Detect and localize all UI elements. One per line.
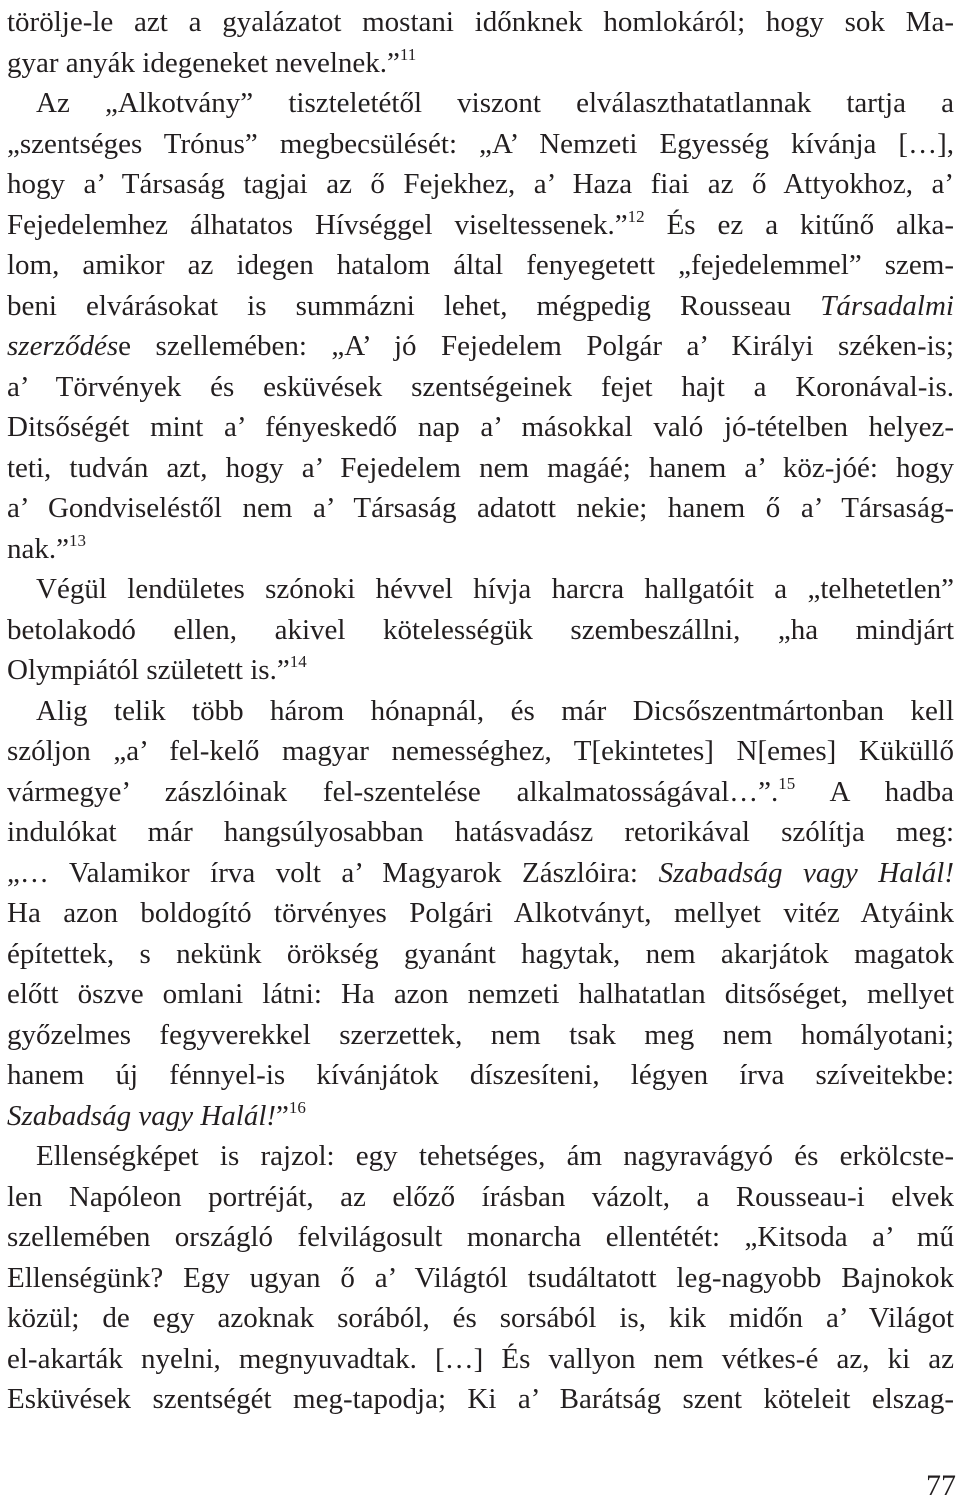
footnote-marker[interactable]: 11 — [399, 44, 417, 64]
text-line — [7, 569, 954, 610]
text-run: a’ Gondviseléstől nem a’ Társaság adatott nekie; hanem ő a’ Társaság- — [7, 492, 954, 524]
text-run: Fejedelemhez álhatatos Hívséggel viseltessenek.” — [7, 208, 628, 241]
text-run: betolakodó ellen, akivel kötelességük szembeszállni, „ha mindjárt — [7, 613, 954, 646]
text-line — [7, 205, 954, 246]
footnote-marker[interactable]: 16 — [288, 1097, 306, 1117]
text-run: A hadba — [795, 775, 954, 808]
text-run: ” — [276, 1099, 289, 1132]
text-line — [7, 164, 954, 205]
text-line — [7, 610, 954, 651]
text-line — [7, 731, 954, 772]
text-line — [7, 1177, 954, 1218]
text-run: törölje-le azt a gyalázatot mostani időnknek homlokáról; hogy sok Ma- — [7, 6, 954, 38]
footnote-marker[interactable]: 13 — [69, 530, 86, 550]
text-line — [7, 1015, 954, 1056]
text-run: közül; de egy azoknak sorából, és sorsából is, kik midőn a’ Világot — [7, 1302, 954, 1334]
footnote-marker[interactable]: 15 — [778, 773, 796, 793]
text-run: el-akarták nyelni, megnyuvadtak. […] És vallyon nem vétkes-é az, ki az — [7, 1342, 954, 1375]
text-line — [7, 245, 954, 286]
text-line — [7, 367, 954, 408]
text-line — [7, 650, 954, 691]
text-line — [7, 43, 954, 84]
text-line — [7, 2, 954, 43]
text-line — [7, 1258, 954, 1299]
text-line — [7, 1379, 954, 1420]
footnote-marker[interactable]: 12 — [627, 206, 645, 226]
text-line — [7, 529, 954, 570]
text-line — [7, 407, 954, 448]
text-run: Olympiától született is.” — [7, 654, 290, 686]
text-run: előtt öszve omlani látni: Ha azon nemzeti halhatatlan ditsőséget, mellyet — [7, 978, 954, 1010]
text-run: szóljon „a’ fel-kelő magyar nemességhez, T[ekintetes] N[emes] Küküllő — [7, 735, 954, 767]
text-run: a’ Törvények és esküvések szentségeinek fejet hajt a Koronával-is. — [7, 370, 954, 403]
text-line — [7, 448, 954, 489]
text-run: len Napóleon portréját, az előző írásban vázolt, a Rousseau-i elvek — [7, 1180, 954, 1213]
text-line — [7, 488, 954, 529]
text-run: építettek, s nekünk örökség gyanánt hagytak, nem akarjátok magatok — [7, 937, 954, 970]
text-run: Az „Alkotvány” tiszteletétől viszont elválaszthatatlannak tartja a — [36, 87, 954, 119]
text-line — [7, 1096, 954, 1137]
italic-text: Társadalmi — [820, 289, 954, 322]
text-run: indulókat már hangsúlyosabban hatásvadász retorikával szólítja meg: — [7, 816, 954, 848]
text-line — [7, 124, 954, 165]
text-line — [7, 286, 954, 327]
text-run: Ha azon boldogító törvényes Polgári Alkotványt, mellyet vitéz Atyáink — [7, 897, 954, 929]
text-run: hanem új fénnyel-is kívánjátok díszesíteni, légyen írva szíveitekbe: — [7, 1059, 954, 1091]
text-line — [7, 1136, 954, 1177]
text-line — [7, 974, 954, 1015]
footnote-marker[interactable]: 14 — [289, 652, 307, 671]
text-run: gyar anyák idegeneket nevelnek.” — [7, 46, 400, 79]
body-text — [7, 2, 954, 1420]
text-line — [7, 83, 954, 124]
text-run: „szentséges Trónus” megbecsülését: „A’ Nemzeti Egyesség kívánja […], — [7, 127, 954, 160]
text-line — [7, 1298, 954, 1339]
text-run: Ellenségünk? Egy ugyan ő a’ Világtól tsudáltatott leg-nagyobb Bajnokok — [7, 1261, 954, 1294]
text-run: Végül lendületes szónoki hévvel hívja harcra hallgatóit a „telhetetlen” — [36, 573, 954, 605]
text-run: És ez a kitűnő alka- — [644, 208, 954, 241]
text-run: teti, tudván azt, hogy a’ Fejedelem nem magáé; hanem a’ köz-jóé: hogy — [7, 451, 954, 484]
text-line — [7, 812, 954, 853]
text-line — [7, 326, 954, 367]
text-line — [7, 772, 954, 813]
text-run: e szellemében: „A’ jó Fejedelem Polgár a’ Királyi széken-is; — [118, 330, 954, 362]
text-run: szellemében országló felvilágosult monarcha ellentétét: „Kitsoda a’ mű — [7, 1221, 954, 1253]
italic-text: szerződés — [7, 330, 119, 362]
text-line — [7, 893, 954, 934]
text-line — [7, 934, 954, 975]
text-run: hogy a’ Társaság tagjai az ő Fejekhez, a’ Haza fiai az ő Attyokhoz, a’ — [7, 168, 954, 200]
text-run: nak.” — [7, 532, 69, 565]
text-run: „… Valamikor írva volt a’ Magyarok Zászlóira: — [7, 856, 659, 889]
text-line — [7, 691, 954, 732]
text-line — [7, 1339, 954, 1380]
text-line — [7, 1055, 954, 1096]
text-run: lom, amikor az idegen hatalom által fenyegetett „fejedelemmel” szem- — [7, 249, 954, 281]
text-run: Esküvések szentségét meg-tapodja; Ki a’ Barátság szent köteleit elszag- — [7, 1383, 954, 1415]
text-run: vármegye’ zászlóinak fel-szentelése alkalmatosságával…”. — [7, 775, 779, 808]
italic-text: Szabadság vagy Halál! — [658, 856, 954, 889]
italic-text: Szabadság vagy Halál! — [7, 1099, 277, 1132]
page-number: 77 — [926, 1469, 956, 1502]
text-run: beni elvárásokat is summázni lehet, mégpedig Rousseau — [7, 289, 821, 322]
text-run: Alig telik több három hónapnál, és már Dicsőszentmártonban kell — [36, 694, 954, 727]
text-run: Ditsőségét mint a’ fényeskedő nap a’ másokkal való jó-tételben helyez- — [7, 411, 954, 443]
text-line — [7, 1217, 954, 1258]
text-run: győzelmes fegyverekkel szerzettek, nem tsak meg nem homályotani; — [7, 1018, 954, 1051]
text-line — [7, 853, 954, 894]
text-run: Ellenségképet is rajzol: egy tehetséges, ám nagyravágyó és erkölcste- — [36, 1140, 954, 1172]
